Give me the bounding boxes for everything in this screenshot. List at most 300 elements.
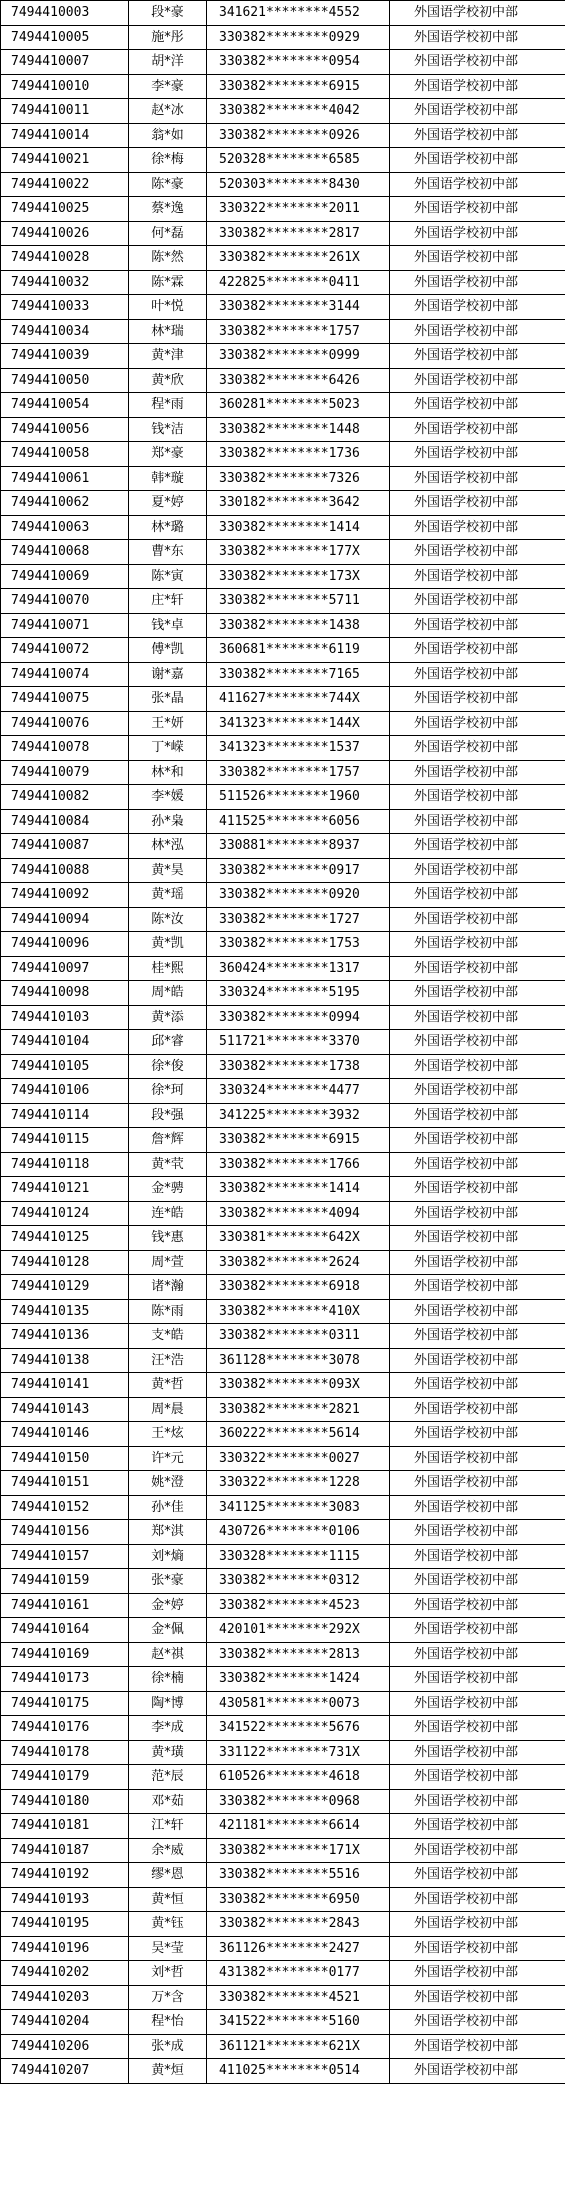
school-cell: 外国语学校初中部 [390,2034,565,2059]
table-row [1,148,565,173]
exam-id-cell: 7494410025 [1,197,129,222]
exam-id-cell: 7494410022 [1,172,129,197]
student-name-cell: 支*皓 [129,1324,207,1349]
school-cell: 外国语学校初中部 [390,1667,565,1692]
school-cell: 外国语学校初中部 [390,1520,565,1545]
table-row [1,736,565,761]
student-name-cell: 诸*瀚 [129,1275,207,1300]
student-name-cell: 钱*洁 [129,417,207,442]
school-cell: 外国语学校初中部 [390,1691,565,1716]
table-row [1,368,565,393]
table-row [1,809,565,834]
exam-id-cell: 7494410050 [1,368,129,393]
school-cell: 外国语学校初中部 [390,1054,565,1079]
table-row [1,760,565,785]
id-card-cell: 330324********4477 [207,1079,390,1104]
table-row [1,564,565,589]
student-name-cell: 李*豪 [129,74,207,99]
school-cell: 外国语学校初中部 [390,1838,565,1863]
student-name-cell: 黄*烜 [129,2059,207,2084]
id-card-cell: 330322********0027 [207,1446,390,1471]
id-card-cell: 330382********0999 [207,344,390,369]
school-cell: 外国语学校初中部 [390,1422,565,1447]
table-row [1,1691,565,1716]
school-cell: 外国语学校初中部 [390,638,565,663]
id-card-cell: 422825********0411 [207,270,390,295]
table-row [1,1838,565,1863]
school-cell: 外国语学校初中部 [390,1299,565,1324]
id-card-cell: 330881********8937 [207,834,390,859]
school-cell: 外国语学校初中部 [390,1030,565,1055]
table-row [1,1030,565,1055]
id-card-cell: 330382********410X [207,1299,390,1324]
school-cell: 外国语学校初中部 [390,246,565,271]
exam-id-cell: 7494410007 [1,50,129,75]
exam-id-cell: 7494410180 [1,1789,129,1814]
id-card-cell: 330382********1438 [207,613,390,638]
school-cell: 外国语学校初中部 [390,1005,565,1030]
id-card-cell: 330382********2817 [207,221,390,246]
id-card-cell: 341522********5676 [207,1716,390,1741]
exam-id-cell: 7494410129 [1,1275,129,1300]
exam-id-cell: 7494410005 [1,25,129,50]
student-name-cell: 蔡*逸 [129,197,207,222]
exam-id-cell: 7494410084 [1,809,129,834]
exam-id-cell: 7494410152 [1,1495,129,1520]
student-name-cell: 江*轩 [129,1814,207,1839]
id-card-cell: 330328********1115 [207,1544,390,1569]
id-card-cell: 330381********642X [207,1226,390,1251]
student-name-cell: 黄*钰 [129,1912,207,1937]
school-cell: 外国语学校初中部 [390,466,565,491]
student-name-cell: 傅*凯 [129,638,207,663]
id-card-cell: 520328********6585 [207,148,390,173]
school-cell: 外国语学校初中部 [390,1789,565,1814]
id-card-cell: 341323********144X [207,711,390,736]
table-row [1,711,565,736]
table-row [1,1789,565,1814]
student-name-cell: 许*元 [129,1446,207,1471]
id-card-cell: 411025********0514 [207,2059,390,2084]
exam-id-cell: 7494410196 [1,1936,129,1961]
school-cell: 外国语学校初中部 [390,74,565,99]
table-row [1,344,565,369]
student-name-cell: 胡*洋 [129,50,207,75]
id-card-cell: 330382********6950 [207,1887,390,1912]
table-row [1,1373,565,1398]
table-row [1,1642,565,1667]
exam-id-cell: 7494410078 [1,736,129,761]
school-cell: 外国语学校初中部 [390,1324,565,1349]
id-card-cell: 330382********7165 [207,662,390,687]
exam-id-cell: 7494410206 [1,2034,129,2059]
id-card-cell: 330382********0312 [207,1569,390,1594]
school-cell: 外国语学校初中部 [390,932,565,957]
student-name-cell: 姚*澄 [129,1471,207,1496]
table-row [1,2034,565,2059]
table-row [1,1985,565,2010]
table-row [1,834,565,859]
id-card-cell: 331122********731X [207,1740,390,1765]
exam-id-cell: 7494410072 [1,638,129,663]
school-cell: 外国语学校初中部 [390,1471,565,1496]
school-cell: 外国语学校初中部 [390,956,565,981]
exam-id-cell: 7494410146 [1,1422,129,1447]
student-name-cell: 徐*梅 [129,148,207,173]
table-row [1,1471,565,1496]
table-row [1,540,565,565]
id-card-cell: 330382********2813 [207,1642,390,1667]
student-name-cell: 黄*欣 [129,368,207,393]
student-name-cell: 范*辰 [129,1765,207,1790]
id-card-cell: 330382********6915 [207,74,390,99]
student-name-cell: 施*彤 [129,25,207,50]
id-card-cell: 330382********0929 [207,25,390,50]
student-name-cell: 徐*楠 [129,1667,207,1692]
id-card-cell: 520303********8430 [207,172,390,197]
student-name-cell: 刘*哲 [129,1961,207,1986]
student-name-cell: 韩*璇 [129,466,207,491]
student-name-cell: 金*骋 [129,1177,207,1202]
id-card-cell: 420101********292X [207,1618,390,1643]
exam-id-cell: 7494410061 [1,466,129,491]
exam-id-cell: 7494410128 [1,1250,129,1275]
student-name-cell: 何*磊 [129,221,207,246]
school-cell: 外国语学校初中部 [390,1250,565,1275]
student-name-cell: 黄*璜 [129,1740,207,1765]
id-card-cell: 330382********0994 [207,1005,390,1030]
student-name-cell: 段*豪 [129,1,207,26]
exam-id-cell: 7494410014 [1,123,129,148]
school-cell: 外国语学校初中部 [390,564,565,589]
id-card-cell: 341522********5160 [207,2010,390,2035]
school-cell: 外国语学校初中部 [390,1936,565,1961]
exam-id-cell: 7494410179 [1,1765,129,1790]
exam-id-cell: 7494410115 [1,1128,129,1153]
id-card-cell: 330382********171X [207,1838,390,1863]
id-card-cell: 330382********4523 [207,1593,390,1618]
student-name-cell: 周*萱 [129,1250,207,1275]
exam-id-cell: 7494410204 [1,2010,129,2035]
exam-id-cell: 7494410207 [1,2059,129,2084]
id-card-cell: 330382********261X [207,246,390,271]
exam-id-cell: 7494410138 [1,1348,129,1373]
school-cell: 外国语学校初中部 [390,785,565,810]
school-cell: 外国语学校初中部 [390,221,565,246]
id-card-cell: 361126********2427 [207,1936,390,1961]
school-cell: 外国语学校初中部 [390,1152,565,1177]
table-row [1,1226,565,1251]
exam-id-cell: 7494410125 [1,1226,129,1251]
table-row [1,491,565,516]
student-name-cell: 孙*佳 [129,1495,207,1520]
id-card-cell: 330382********1414 [207,1177,390,1202]
id-card-cell: 360222********5614 [207,1422,390,1447]
student-name-cell: 黄*添 [129,1005,207,1030]
school-cell: 外国语学校初中部 [390,662,565,687]
exam-id-cell: 7494410195 [1,1912,129,1937]
id-card-cell: 330382********1766 [207,1152,390,1177]
student-name-cell: 金*佩 [129,1618,207,1643]
school-cell: 外国语学校初中部 [390,515,565,540]
student-name-cell: 林*和 [129,760,207,785]
exam-id-cell: 7494410121 [1,1177,129,1202]
table-row [1,1324,565,1349]
table-row [1,589,565,614]
id-card-cell: 330382********093X [207,1373,390,1398]
school-cell: 外国语学校初中部 [390,760,565,785]
exam-id-cell: 7494410157 [1,1544,129,1569]
id-card-cell: 330382********1757 [207,760,390,785]
student-name-cell: 黄*昊 [129,858,207,883]
id-card-cell: 330382********173X [207,564,390,589]
table-row [1,1667,565,1692]
table-row [1,785,565,810]
table-row [1,1814,565,1839]
id-card-cell: 330382********0920 [207,883,390,908]
id-card-cell: 411627********744X [207,687,390,712]
table-row [1,638,565,663]
school-cell: 外国语学校初中部 [390,2059,565,2084]
student-name-cell: 连*皓 [129,1201,207,1226]
student-table-body [1,1,565,2084]
exam-id-cell: 7494410026 [1,221,129,246]
id-card-cell: 360281********5023 [207,393,390,418]
exam-id-cell: 7494410193 [1,1887,129,1912]
school-cell: 外国语学校初中部 [390,1814,565,1839]
school-cell: 外国语学校初中部 [390,99,565,124]
id-card-cell: 341323********1537 [207,736,390,761]
id-card-cell: 330322********2011 [207,197,390,222]
exam-id-cell: 7494410069 [1,564,129,589]
exam-id-cell: 7494410088 [1,858,129,883]
student-name-cell: 吴*莹 [129,1936,207,1961]
student-name-cell: 黄*津 [129,344,207,369]
exam-id-cell: 7494410094 [1,907,129,932]
id-card-cell: 330382********0926 [207,123,390,148]
student-name-cell: 金*婷 [129,1593,207,1618]
exam-id-cell: 7494410096 [1,932,129,957]
school-cell: 外国语学校初中部 [390,809,565,834]
id-card-cell: 330382********2624 [207,1250,390,1275]
table-row [1,1569,565,1594]
exam-id-cell: 7494410150 [1,1446,129,1471]
school-cell: 外国语学校初中部 [390,1079,565,1104]
school-cell: 外国语学校初中部 [390,1446,565,1471]
exam-id-cell: 7494410034 [1,319,129,344]
student-name-cell: 夏*婷 [129,491,207,516]
exam-id-cell: 7494410032 [1,270,129,295]
student-name-cell: 周*皓 [129,981,207,1006]
id-card-cell: 330382********7326 [207,466,390,491]
table-row [1,319,565,344]
exam-id-cell: 7494410082 [1,785,129,810]
id-card-cell: 330382********0311 [207,1324,390,1349]
student-name-cell: 陈*霖 [129,270,207,295]
student-name-cell: 丁*嵘 [129,736,207,761]
id-card-cell: 511526********1960 [207,785,390,810]
exam-id-cell: 7494410202 [1,1961,129,1986]
student-name-cell: 赵*冰 [129,99,207,124]
exam-id-cell: 7494410063 [1,515,129,540]
school-cell: 外国语学校初中部 [390,1961,565,1986]
exam-id-cell: 7494410164 [1,1618,129,1643]
student-name-cell: 邱*睿 [129,1030,207,1055]
table-row [1,393,565,418]
student-name-cell: 陶*博 [129,1691,207,1716]
school-cell: 外国语学校初中部 [390,834,565,859]
table-row [1,1495,565,1520]
exam-id-cell: 7494410010 [1,74,129,99]
table-row [1,858,565,883]
id-card-cell: 341225********3932 [207,1103,390,1128]
student-name-cell: 陈*然 [129,246,207,271]
student-name-cell: 黄*茕 [129,1152,207,1177]
school-cell: 外国语学校初中部 [390,368,565,393]
exam-id-cell: 7494410203 [1,1985,129,2010]
table-row [1,1520,565,1545]
table-row [1,956,565,981]
exam-id-cell: 7494410143 [1,1397,129,1422]
student-name-cell: 周*晨 [129,1397,207,1422]
id-card-cell: 430581********0073 [207,1691,390,1716]
student-name-cell: 郑*豪 [129,442,207,467]
school-cell: 外国语学校初中部 [390,295,565,320]
student-name-cell: 谢*嘉 [129,662,207,687]
school-cell: 外国语学校初中部 [390,25,565,50]
exam-id-cell: 7494410039 [1,344,129,369]
school-cell: 外国语学校初中部 [390,1103,565,1128]
student-name-cell: 陈*寅 [129,564,207,589]
id-card-cell: 431382********0177 [207,1961,390,1986]
id-card-cell: 330382********0917 [207,858,390,883]
school-cell: 外国语学校初中部 [390,883,565,908]
id-card-cell: 341125********3083 [207,1495,390,1520]
id-card-cell: 330382********4094 [207,1201,390,1226]
table-row [1,932,565,957]
id-card-cell: 330382********5516 [207,1863,390,1888]
exam-id-cell: 7494410071 [1,613,129,638]
student-name-cell: 叶*悦 [129,295,207,320]
student-name-cell: 段*强 [129,1103,207,1128]
student-name-cell: 黄*哲 [129,1373,207,1398]
table-row [1,74,565,99]
table-row [1,687,565,712]
table-row [1,417,565,442]
id-card-cell: 330382********1448 [207,417,390,442]
table-row [1,99,565,124]
table-row [1,1152,565,1177]
student-name-cell: 王*炫 [129,1422,207,1447]
school-cell: 外国语学校初中部 [390,1348,565,1373]
student-name-cell: 万*含 [129,1985,207,2010]
school-cell: 外国语学校初中部 [390,736,565,761]
student-name-cell: 郑*淇 [129,1520,207,1545]
table-row [1,1618,565,1643]
id-card-cell: 330382********5711 [207,589,390,614]
id-card-cell: 341621********4552 [207,1,390,26]
school-cell: 外国语学校初中部 [390,858,565,883]
student-name-cell: 翁*如 [129,123,207,148]
exam-id-cell: 7494410097 [1,956,129,981]
id-card-cell: 610526********4618 [207,1765,390,1790]
school-cell: 外国语学校初中部 [390,148,565,173]
table-row [1,123,565,148]
table-row [1,662,565,687]
table-row [1,172,565,197]
exam-id-cell: 7494410187 [1,1838,129,1863]
table-row [1,221,565,246]
exam-id-cell: 7494410076 [1,711,129,736]
exam-id-cell: 7494410103 [1,1005,129,1030]
table-row [1,1593,565,1618]
student-name-cell: 程*雨 [129,393,207,418]
table-row [1,1054,565,1079]
student-name-cell: 林*璐 [129,515,207,540]
exam-id-cell: 7494410062 [1,491,129,516]
table-row [1,1103,565,1128]
id-card-cell: 330382********6918 [207,1275,390,1300]
school-cell: 外国语学校初中部 [390,1618,565,1643]
school-cell: 外国语学校初中部 [390,197,565,222]
school-cell: 外国语学校初中部 [390,1201,565,1226]
exam-id-cell: 7494410161 [1,1593,129,1618]
school-cell: 外国语学校初中部 [390,1863,565,1888]
school-cell: 外国语学校初中部 [390,1275,565,1300]
school-cell: 外国语学校初中部 [390,1985,565,2010]
exam-id-cell: 7494410098 [1,981,129,1006]
table-row [1,2010,565,2035]
table-row [1,1936,565,1961]
school-cell: 外国语学校初中部 [390,1397,565,1422]
table-row [1,1177,565,1202]
table-row [1,613,565,638]
school-cell: 外国语学校初中部 [390,2010,565,2035]
school-cell: 外国语学校初中部 [390,123,565,148]
exam-id-cell: 7494410104 [1,1030,129,1055]
student-name-cell: 赵*祺 [129,1642,207,1667]
table-row [1,1422,565,1447]
exam-id-cell: 7494410056 [1,417,129,442]
id-card-cell: 330382********0968 [207,1789,390,1814]
id-card-cell: 330382********1738 [207,1054,390,1079]
exam-id-cell: 7494410173 [1,1667,129,1692]
school-cell: 外国语学校初中部 [390,1177,565,1202]
id-card-cell: 330382********1753 [207,932,390,957]
school-cell: 外国语学校初中部 [390,1226,565,1251]
table-row [1,197,565,222]
exam-id-cell: 7494410159 [1,1569,129,1594]
id-card-cell: 330382********6915 [207,1128,390,1153]
school-cell: 外国语学校初中部 [390,1716,565,1741]
table-row [1,1201,565,1226]
student-name-cell: 余*威 [129,1838,207,1863]
exam-id-cell: 7494410028 [1,246,129,271]
id-card-cell: 411525********6056 [207,809,390,834]
id-card-cell: 360424********1317 [207,956,390,981]
student-name-cell: 刘*熵 [129,1544,207,1569]
exam-id-cell: 7494410106 [1,1079,129,1104]
id-card-cell: 330382********4042 [207,99,390,124]
id-card-cell: 330382********3144 [207,295,390,320]
school-cell: 外国语学校初中部 [390,1912,565,1937]
table-row [1,1348,565,1373]
student-name-cell: 张*豪 [129,1569,207,1594]
school-cell: 外国语学校初中部 [390,687,565,712]
school-cell: 外国语学校初中部 [390,50,565,75]
student-name-cell: 钱*惠 [129,1226,207,1251]
id-card-cell: 511721********3370 [207,1030,390,1055]
